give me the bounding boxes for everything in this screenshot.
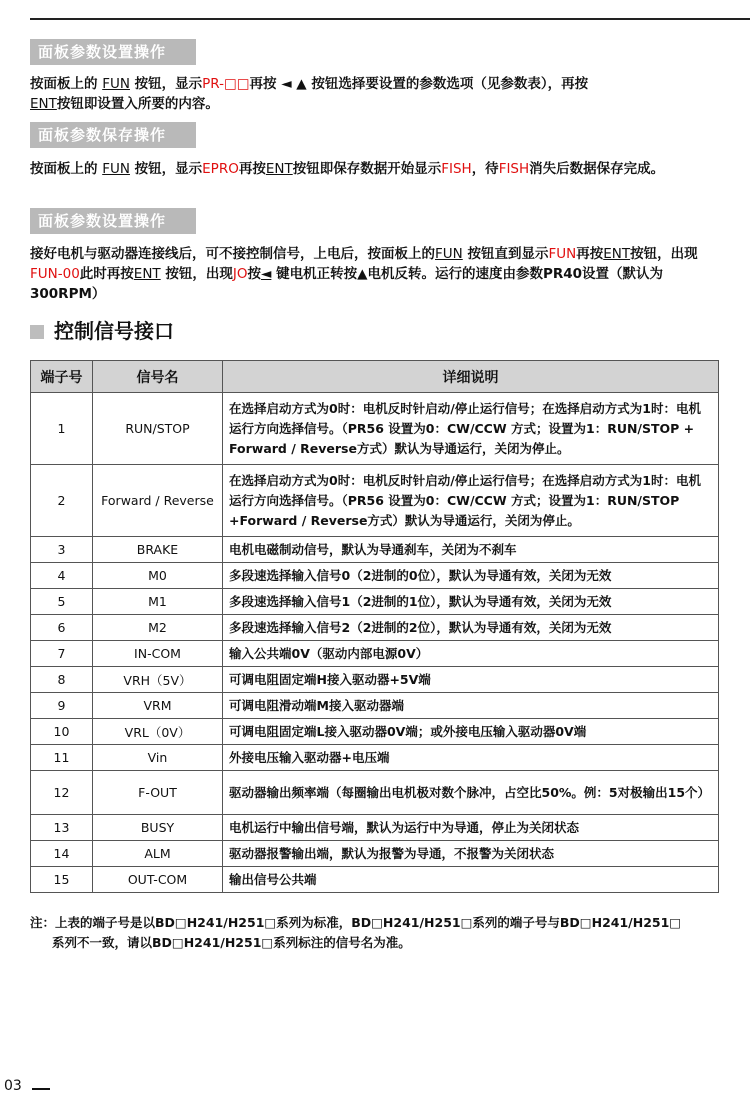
signal-description: 外接电压输入驱动器+电压端 — [223, 745, 719, 771]
terminal-number: 13 — [31, 815, 93, 841]
fun-key: FUN — [102, 161, 130, 177]
text: 此时再按 — [79, 266, 134, 282]
text: ，待 — [471, 161, 499, 177]
section-header-panel-run: 面板参数设置操作 — [30, 208, 196, 234]
table-row — [31, 815, 719, 841]
square-bullet-icon — [30, 325, 44, 339]
table-row — [31, 615, 719, 641]
terminal-number: 5 — [31, 589, 93, 615]
text: 再按 — [249, 76, 277, 92]
signal-name: F-OUT — [93, 771, 223, 815]
ent-key: ENT — [30, 96, 57, 112]
terminal-number: 14 — [31, 841, 93, 867]
signal-name: ALM — [93, 841, 223, 867]
ent-key: ENT — [603, 246, 631, 262]
page-number: 03 — [4, 1078, 22, 1094]
display-code: EPRO — [202, 161, 239, 177]
signal-description: 多段速选择输入信号1（2进制的1位），默认为导通有效，关闭为无效 — [223, 589, 719, 615]
up-arrow-icon: ▲ — [357, 266, 368, 282]
table-row — [31, 589, 719, 615]
table-row — [31, 667, 719, 693]
terminal-number: 2 — [31, 465, 93, 537]
signal-description: 驱动器报警输出端，默认为报警为导通，不报警为关闭状态 — [223, 841, 719, 867]
signal-description: 可调电阻滑动端M接入驱动器端 — [223, 693, 719, 719]
terminal-number: 6 — [31, 615, 93, 641]
display-code: FISH — [441, 161, 472, 177]
signal-description: 在选择启动方式为0时：电机反时针启动/停止运行信号；在选择启动方式为1时：电机运行方向选择信号。（PR56 设置为0：CW/CCW 方式；设置为1：RUN/STOP +Forward / Reverse方式）默认为导通运行，关闭为停止。 — [223, 465, 719, 537]
left-arrow-icon: ◄ — [260, 266, 272, 282]
col-header-description: 详细说明 — [223, 361, 719, 393]
display-code: FISH — [498, 161, 530, 177]
table-header-row — [31, 361, 719, 393]
terminal-number: 7 — [31, 641, 93, 667]
terminal-number: 11 — [31, 745, 93, 771]
display-code: FUN — [548, 246, 577, 262]
text: 按钮，显示 — [129, 161, 203, 177]
terminal-number: 9 — [31, 693, 93, 719]
arrow-keys-icon: ◄ ▲ — [281, 76, 307, 92]
table-row — [31, 693, 719, 719]
table-row — [31, 641, 719, 667]
col-header-signal: 信号名 — [93, 361, 223, 393]
signal-name: M0 — [93, 563, 223, 589]
section-title-text: 控制信号接口 — [54, 319, 174, 343]
text: 按面板上的 — [30, 76, 103, 92]
display-code: JO — [232, 266, 248, 282]
terminal-number: 8 — [31, 667, 93, 693]
terminal-number: 15 — [31, 867, 93, 893]
top-rule — [30, 18, 750, 20]
text: 按钮直到显示 — [462, 246, 549, 262]
signal-description: 可调电阻固定端L接入驱动器0V端；或外接电压输入驱动器0V端 — [223, 719, 719, 745]
text: 按钮，显示 — [129, 76, 203, 92]
signal-name: Vin — [93, 745, 223, 771]
table-row — [31, 745, 719, 771]
table-row — [31, 393, 719, 465]
terminal-number: 4 — [31, 563, 93, 589]
text: 消失后数据保存完成。 — [529, 161, 665, 177]
text: 按钮即保存数据开始显示 — [292, 161, 442, 177]
table-row — [31, 719, 719, 745]
paragraph-panel-save — [30, 159, 720, 179]
section-header-panel-save: 面板参数保存操作 — [30, 122, 196, 148]
text: 按钮即设置入所要的内容。 — [56, 96, 219, 112]
text: 再按 — [576, 246, 604, 262]
terminal-number: 12 — [31, 771, 93, 815]
signal-description: 输入公共端0V（驱动内部电源0V） — [223, 641, 719, 667]
text: 按钮，出现 — [160, 266, 233, 282]
text: 按 — [247, 266, 261, 282]
col-header-terminal: 端子号 — [31, 361, 93, 393]
table-row — [31, 465, 719, 537]
signal-description: 电机电磁制动信号，默认为导通刹车，关闭为不刹车 — [223, 537, 719, 563]
signal-description: 驱动器输出频率端（每圈输出电机极对数个脉冲，占空比50%。例：5对极输出15个） — [223, 771, 719, 815]
paragraph-panel-run — [30, 244, 720, 304]
footnote-line: 系列不一致，请以BD□H241/H251□系列标注的信号名为准。 — [52, 935, 411, 950]
paragraph-panel-setup — [30, 74, 720, 114]
footnote — [30, 913, 730, 953]
section-header-panel-setup: 面板参数设置操作 — [30, 39, 196, 65]
fun-key: FUN — [435, 246, 463, 262]
signal-description: 电机运行中输出信号端，默认为运行中为导通，停止为关闭状态 — [223, 815, 719, 841]
table-row — [31, 537, 719, 563]
text: 电机反转。运行的速度由参数PR40设置（默认为300RPM） — [30, 266, 664, 302]
signal-name: M1 — [93, 589, 223, 615]
text: 再按 — [238, 161, 266, 177]
signal-name: M2 — [93, 615, 223, 641]
signal-name: VRH（5V） — [93, 667, 223, 693]
signal-name: BRAKE — [93, 537, 223, 563]
table-row — [31, 771, 719, 815]
signal-description: 多段速选择输入信号2（2进制的2位），默认为导通有效，关闭为无效 — [223, 615, 719, 641]
footnote-line: 注：上表的端子号是以BD□H241/H251□系列为标准，BD□H241/H251□系列的端子号与BD□H241/H251□ — [30, 915, 682, 930]
display-code: PR-□□ — [202, 76, 250, 92]
text: 键电机正转按 — [271, 266, 358, 282]
signal-description: 在选择启动方式为0时：电机反时针启动/停止运行信号；在选择启动方式为1时：电机运行方向选择信号。（PR56 设置为0：CW/CCW 方式；设置为1：RUN/STOP + Forward / Reverse方式）默认为导通运行，关闭为停止。 — [223, 393, 719, 465]
footer-rule — [32, 1088, 50, 1090]
terminal-number: 10 — [31, 719, 93, 745]
terminal-number: 1 — [31, 393, 93, 465]
signal-name: Forward / Reverse — [93, 465, 223, 537]
text: 按钮，出现 — [630, 246, 698, 262]
ent-key: ENT — [133, 266, 161, 282]
signal-name: VRL（0V） — [93, 719, 223, 745]
display-code: FUN-00 — [30, 266, 80, 282]
table-row — [31, 867, 719, 893]
table-row — [31, 563, 719, 589]
signal-table — [30, 360, 719, 893]
terminal-number: 3 — [31, 537, 93, 563]
signal-name: RUN/STOP — [93, 393, 223, 465]
fun-key: FUN — [102, 76, 130, 92]
ent-key: ENT — [265, 161, 293, 177]
section-title — [30, 318, 174, 344]
table-row — [31, 841, 719, 867]
signal-name: BUSY — [93, 815, 223, 841]
signal-name: VRM — [93, 693, 223, 719]
text: 按钮选择要设置的参数选项（见参数表），再按 — [306, 76, 589, 92]
signal-description: 多段速选择输入信号0（2进制的0位），默认为导通有效，关闭为无效 — [223, 563, 719, 589]
text: 接好电机与驱动器连接线后，可不接控制信号，上电后，按面板上的 — [30, 246, 435, 262]
text: 按面板上的 — [30, 161, 103, 177]
signal-name: IN-COM — [93, 641, 223, 667]
signal-description: 输出信号公共端 — [223, 867, 719, 893]
signal-name: OUT-COM — [93, 867, 223, 893]
signal-description: 可调电阻固定端H接入驱动器+5V端 — [223, 667, 719, 693]
